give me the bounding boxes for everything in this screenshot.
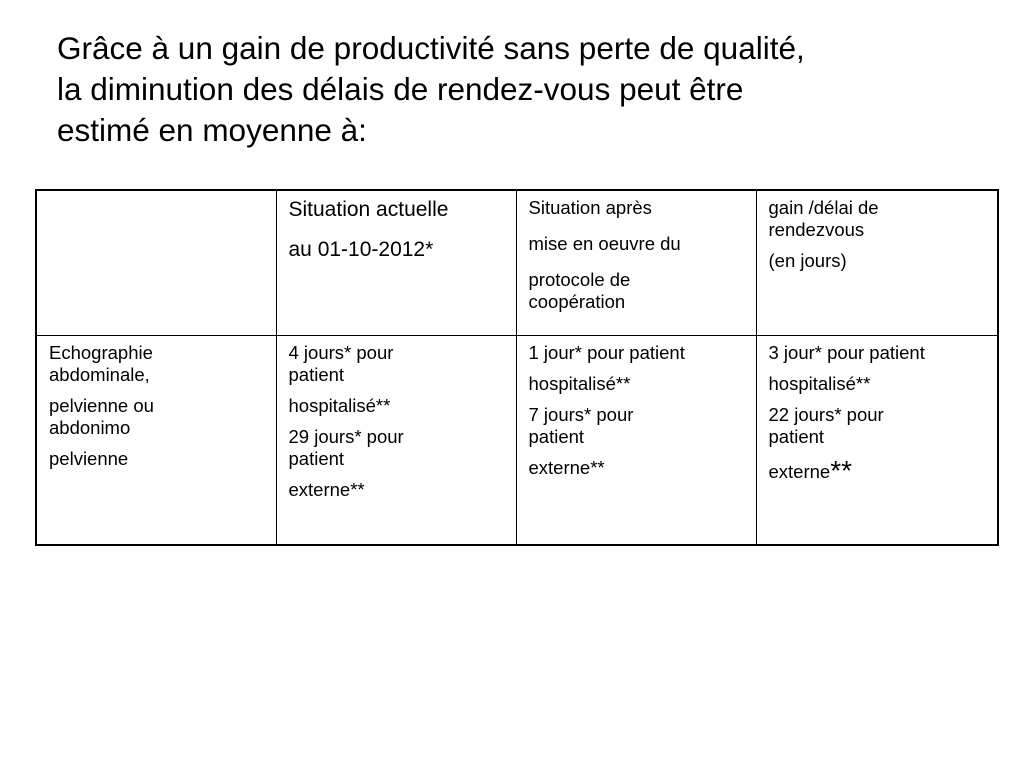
cell-text: 1 jour* pour patient [528, 342, 685, 363]
cell-text: 4 jours* pour [288, 342, 394, 363]
row-label-cell [36, 336, 276, 546]
header-cell-empty [36, 190, 276, 336]
footnote-marker: ** [830, 455, 853, 486]
table-header-row [36, 190, 998, 336]
cell-text: au 01-10-2012* [288, 238, 434, 261]
header-cell-after-protocol [516, 190, 756, 336]
cell-text: Situation après [528, 197, 652, 218]
table-row [36, 336, 998, 546]
title-line: estimé en moyenne à: [57, 112, 367, 148]
slide-title [57, 28, 1007, 151]
title-line: la diminution des délais de rendez-vous peut être [57, 71, 744, 107]
cell-text: hospitalisé** [528, 373, 631, 394]
cell-text: patient [528, 426, 585, 447]
row-cell-current [276, 336, 516, 546]
cell-text: externe** [528, 457, 605, 478]
cell-text: coopération [528, 291, 626, 312]
cell-text: 29 jours* pour [288, 426, 404, 447]
cell-text: Echographie [49, 342, 153, 363]
cell-text: externe** [288, 479, 365, 500]
cell-text: abdominale, [49, 364, 150, 385]
header-cell-gain [756, 190, 998, 336]
cell-text: patient [768, 426, 825, 447]
cell-text: externe [768, 461, 831, 482]
cell-text-line [768, 455, 988, 486]
title-line: Grâce à un gain de productivité sans perte de qualité, [57, 30, 805, 66]
header-cell-current-situation [276, 190, 516, 336]
cell-text: patient [288, 448, 345, 469]
cell-text: hospitalisé** [288, 395, 391, 416]
cell-text: 3 jour* pour patient [768, 342, 925, 363]
cell-text: gain /délai de [768, 197, 879, 218]
cell-text: rendezvous [768, 219, 865, 240]
cell-text: pelvienne [49, 448, 129, 469]
cell-text: hospitalisé** [768, 373, 871, 394]
cell-text: 22 jours* pour [768, 404, 884, 425]
row-cell-gain [756, 336, 998, 546]
cell-text: Situation actuelle [288, 198, 449, 221]
cell-text: abdonimo [49, 417, 131, 438]
cell-text: 7 jours* pour [528, 404, 634, 425]
row-cell-after [516, 336, 756, 546]
comparison-table [35, 189, 999, 546]
cell-text: patient [288, 364, 345, 385]
cell-text: (en jours) [768, 250, 847, 271]
cell-text: mise en oeuvre du [528, 233, 681, 254]
cell-text: pelvienne ou [49, 395, 154, 416]
cell-text: protocole de [528, 269, 631, 290]
